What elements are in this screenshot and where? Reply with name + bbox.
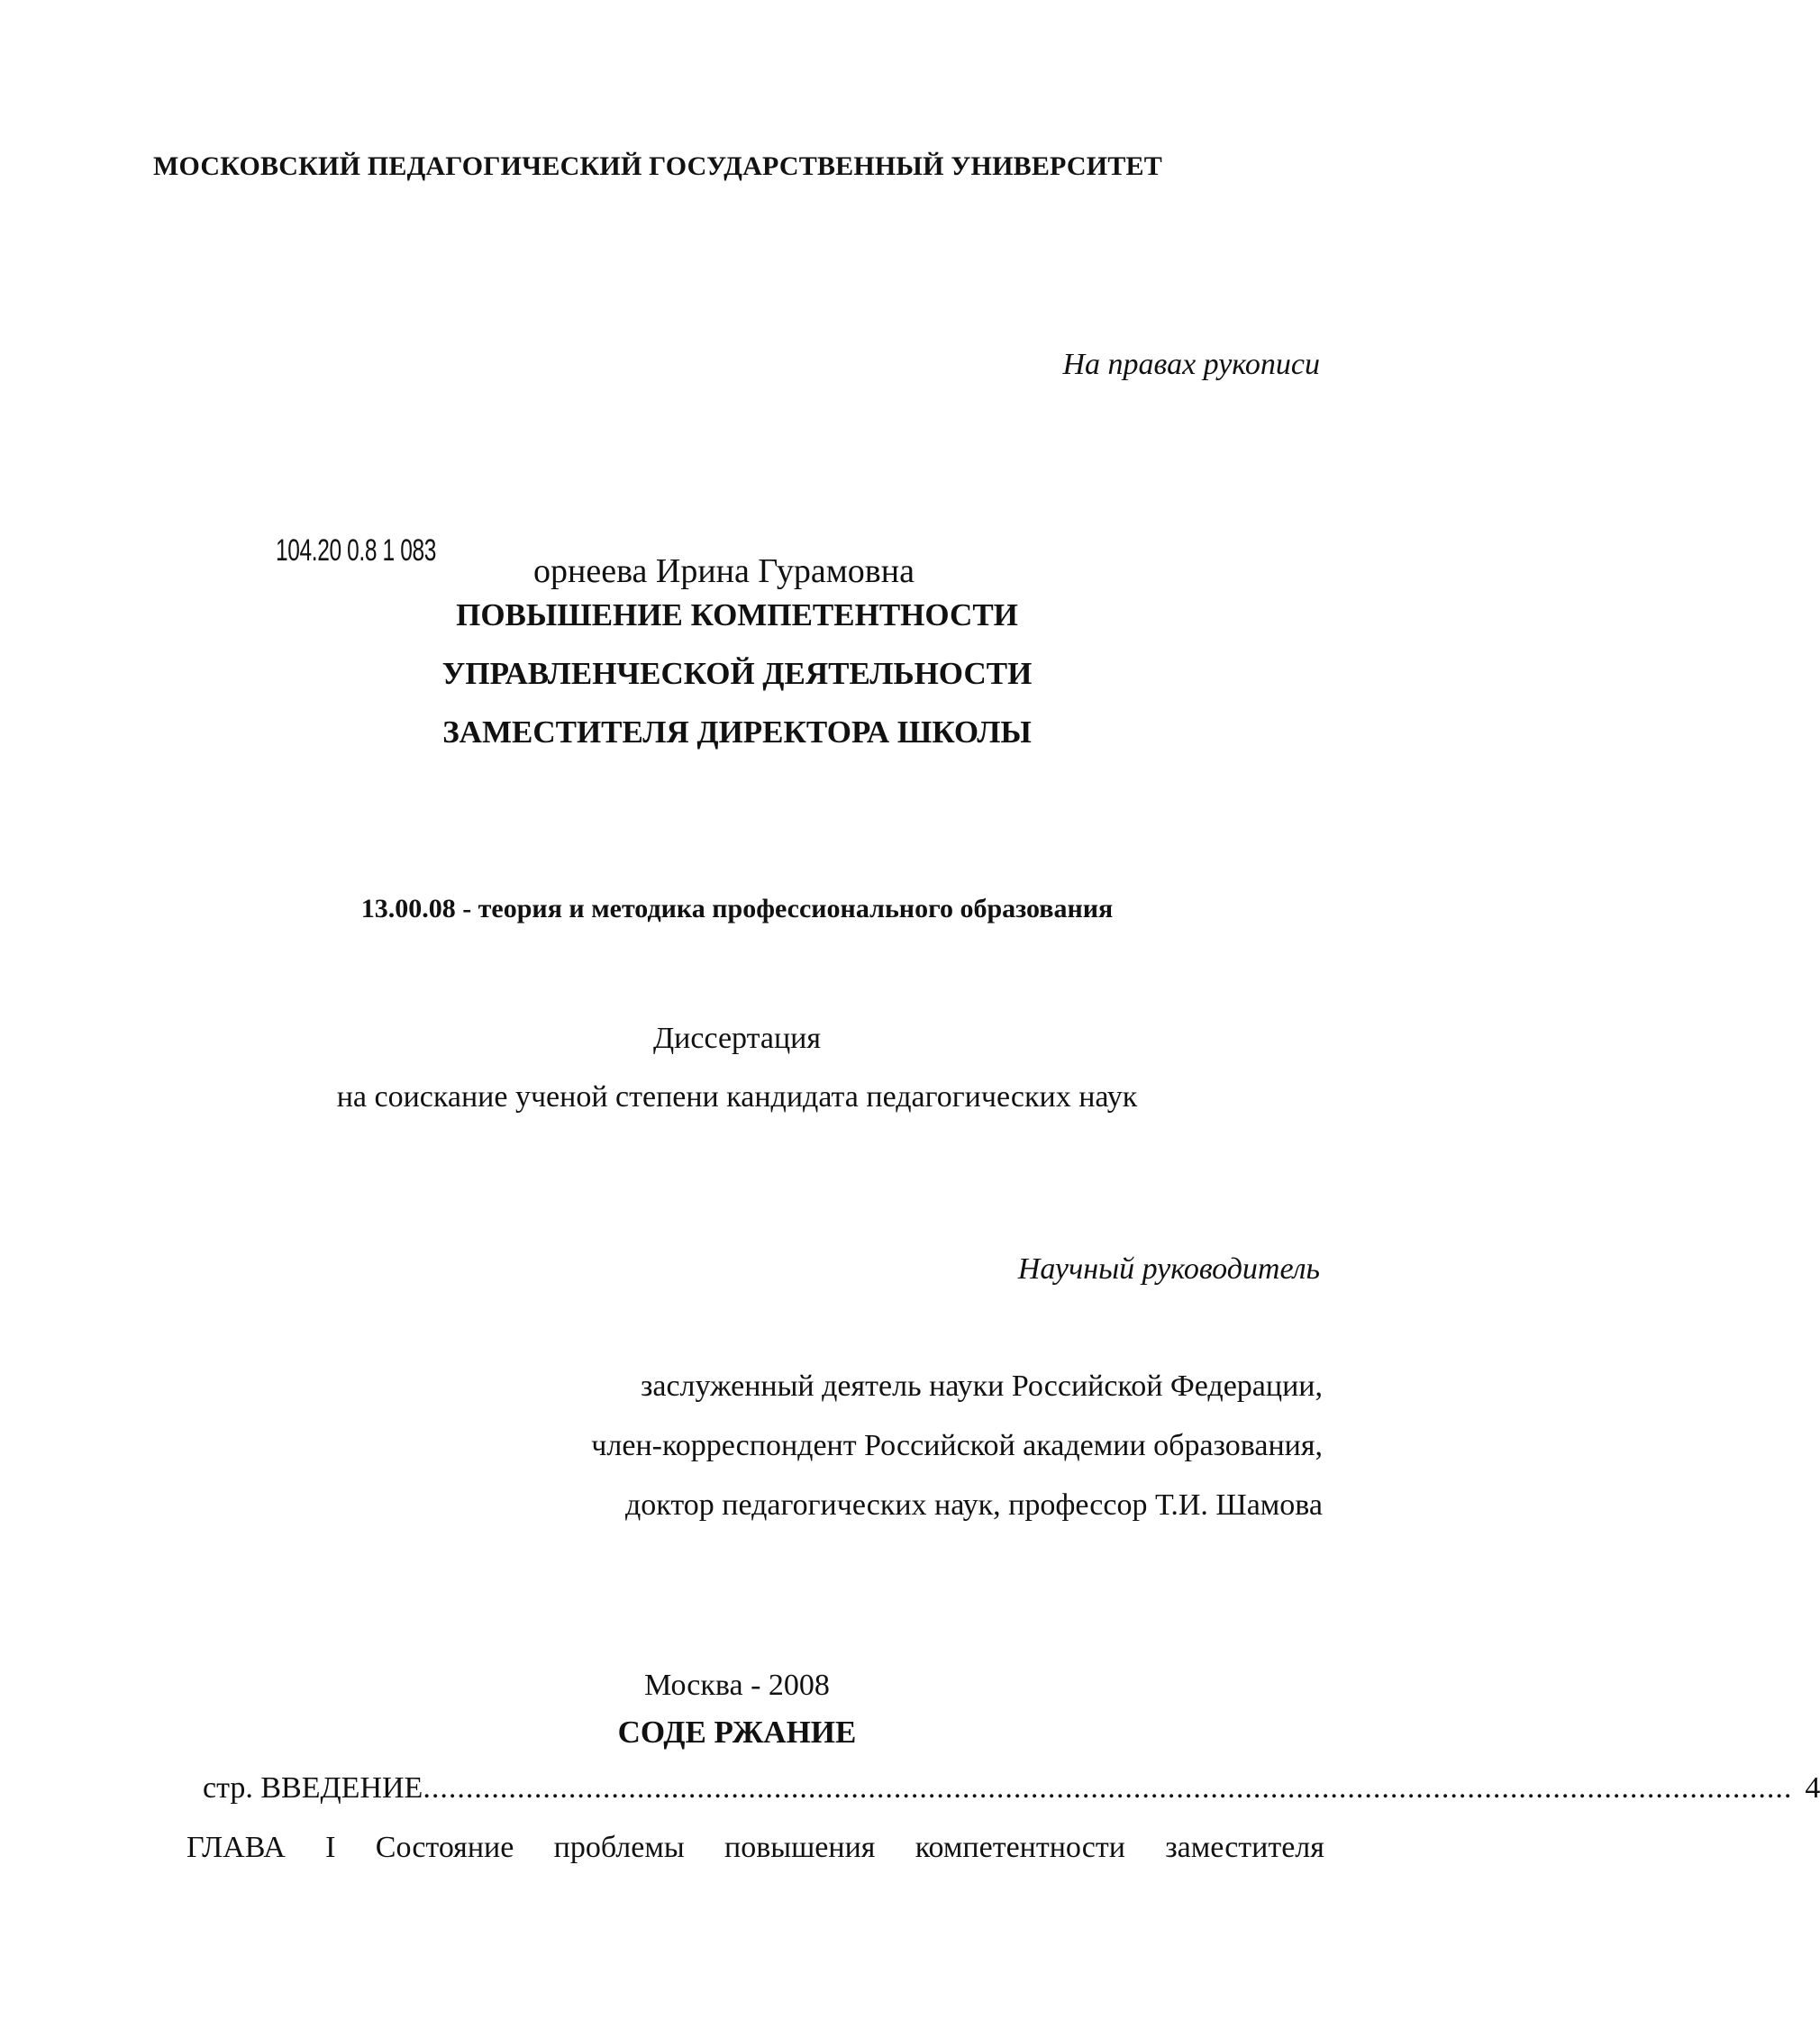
supervisor-title-3: доктор педагогических наук, профессор Т.И. Шамова <box>624 1488 1323 1522</box>
city-year: Москва - 2008 <box>644 1669 830 1702</box>
toc-word: компетентности <box>915 1831 1125 1864</box>
toc-entry-label: стр. ВВЕДЕНИЕ <box>203 1771 423 1805</box>
toc-word: Состояние <box>375 1831 514 1864</box>
supervisor-label: Научный руководитель <box>1017 1252 1320 1286</box>
toc-entry-chapter-1 <box>187 1831 1324 1865</box>
title-line-2: УПРАВЛЕНЧЕСКОЙ ДЕЯТЕЛЬНОСТИ <box>441 656 1033 691</box>
toc-word: I <box>325 1831 336 1864</box>
supervisor-title-1: заслуженный деятель науки Российской Федерации, <box>640 1369 1323 1403</box>
title-line-1: ПОВЫШЕНИЕ КОМПЕТЕНТНОСТИ <box>456 597 1018 632</box>
toc-heading: СОДЕ РЖАНИЕ <box>617 1715 857 1750</box>
toc-leader-dots: ................................................................................................................................................................ <box>423 1771 1793 1805</box>
registration-code: 104.20 0.8 1 083 <box>276 533 437 568</box>
title-line-3: ЗАМЕСТИТЕЛЯ ДИРЕКТОРА ШКОЛЫ <box>442 714 1032 750</box>
toc-word: повышения <box>724 1831 876 1864</box>
degree-statement: на соискание ученой степени кандидата педагогических наук <box>336 1080 1138 1114</box>
manuscript-note: На правах рукописи <box>1062 348 1320 381</box>
toc-word: ГЛАВА <box>187 1831 286 1864</box>
toc-word: проблемы <box>553 1831 685 1864</box>
toc-entry-introduction <box>203 1771 1820 1806</box>
university-name: МОСКОВСКИЙ ПЕДАГОГИЧЕСКИЙ ГОСУДАРСТВЕННЫЙ УНИВЕРСИТЕТ <box>153 151 1162 181</box>
toc-page-number: 4 <box>1805 1771 1820 1805</box>
author-name: орнеева Ирина Гурамовна <box>533 552 915 590</box>
specialty-code: 13.00.08 - теория и методика профессионального образования <box>360 894 1114 923</box>
toc-word: заместителя <box>1165 1831 1324 1864</box>
dissertation-type: Диссертация <box>652 1022 822 1055</box>
supervisor-title-2: член-корреспондент Российской академии образования, <box>591 1429 1323 1462</box>
